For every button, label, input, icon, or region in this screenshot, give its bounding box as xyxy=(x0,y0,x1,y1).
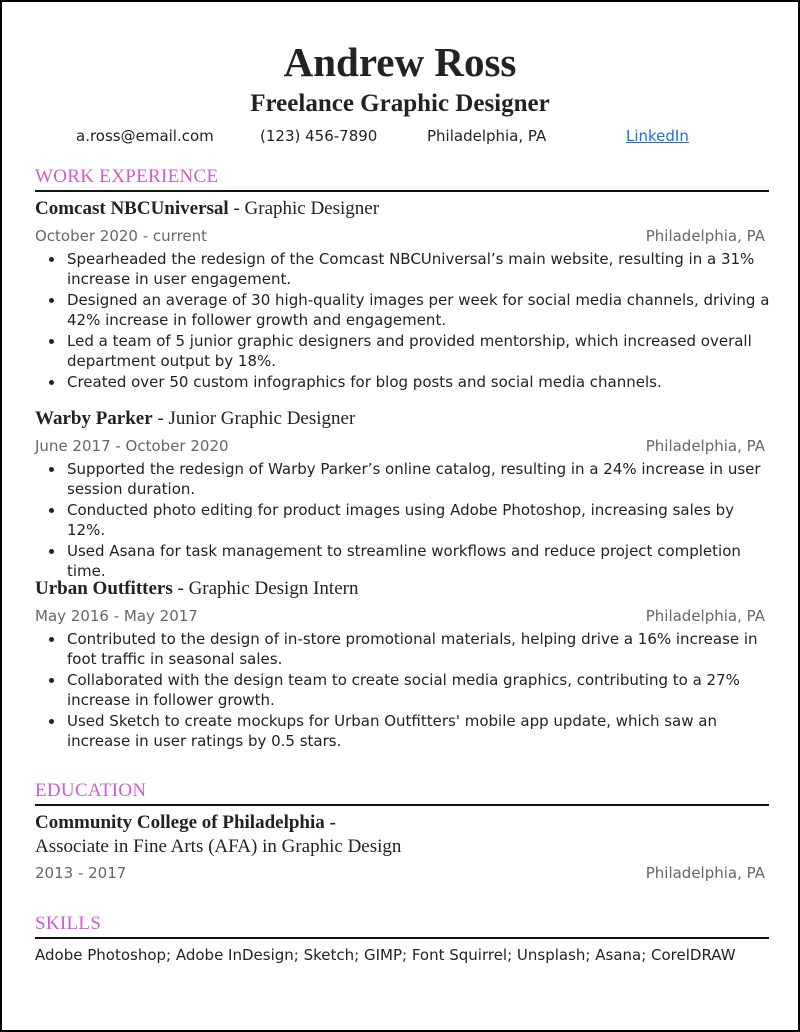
bullet-item: Supported the redesign of Warby Parker’s online catalog, resulting in a 24% increase in user session duration. xyxy=(35,459,775,499)
title-separator: - xyxy=(233,198,240,219)
education-location: Philadelphia, PA xyxy=(645,864,765,882)
job-bullets xyxy=(35,629,775,752)
education-heading: EDUCATION xyxy=(35,780,147,801)
contact-phone: (123) 456-7890 xyxy=(260,127,378,145)
bullet-item: Spearheaded the redesign of the Comcast NBCUniversal’s main website, resulting in a 31% increase in user engagement. xyxy=(35,249,775,289)
bullet-item: Created over 50 custom infographics for blog posts and social media channels. xyxy=(35,372,775,392)
job-role: Graphic Designer xyxy=(244,198,380,219)
bullet-item: Conducted photo editing for product images using Adobe Photoshop, increasing sales by 12%. xyxy=(35,500,775,540)
contact-email: a.ross@email.com xyxy=(76,127,214,145)
company-name: Comcast NBCUniversal xyxy=(35,198,229,219)
candidate-name: Andrew Ross xyxy=(283,39,517,85)
skills-list: Adobe Photoshop; Adobe InDesign; Sketch; GIMP; Font Squirrel; Unsplash; Asana; CorelDRAW xyxy=(35,946,736,964)
job-title-line xyxy=(35,198,379,220)
linkedin-link[interactable]: LinkedIn xyxy=(626,127,689,145)
work-experience-heading: WORK EXPERIENCE xyxy=(35,166,219,187)
job-title-line xyxy=(35,408,355,430)
title-separator: - xyxy=(177,578,184,599)
job-dates: June 2017 - October 2020 xyxy=(35,437,229,455)
job-location: Philadelphia, PA xyxy=(645,437,765,455)
job-dates: May 2016 - May 2017 xyxy=(35,607,198,625)
job-location: Philadelphia, PA xyxy=(645,607,765,625)
contact-location: Philadelphia, PA xyxy=(427,127,547,145)
bullet-item: Led a team of 5 junior graphic designers and provided mentorship, which increased overall department output by 18%. xyxy=(35,331,775,371)
job-location: Philadelphia, PA xyxy=(645,227,765,245)
degree-name: Associate in Fine Arts (AFA) in Graphic Design xyxy=(35,836,402,857)
bullet-item: Used Asana for task management to streamline workflows and reduce project completion time. xyxy=(35,541,775,581)
school-name: Community College of Philadelphia - xyxy=(35,812,336,833)
bullet-item: Designed an average of 30 high-quality images per week for social media channels, driving a 42% increase in follower growth and engagement. xyxy=(35,290,775,330)
job-bullets xyxy=(35,249,775,393)
title-separator: - xyxy=(157,408,164,429)
section-divider xyxy=(35,937,769,939)
section-divider xyxy=(35,190,769,192)
company-name: Warby Parker xyxy=(35,408,153,429)
company-name: Urban Outfitters xyxy=(35,578,173,599)
bullet-item: Used Sketch to create mockups for Urban Outfitters' mobile app update, which saw an increase in user ratings by 0.5 stars. xyxy=(35,711,775,751)
skills-heading: SKILLS xyxy=(35,913,102,934)
bullet-item: Collaborated with the design team to create social media graphics, contributing to a 27% increase in follower growth. xyxy=(35,670,775,710)
job-dates: October 2020 - current xyxy=(35,227,208,245)
candidate-title: Freelance Graphic Designer xyxy=(250,90,550,117)
bullet-item: Contributed to the design of in-store promotional materials, helping drive a 16% increase in foot traffic in seasonal sales. xyxy=(35,629,775,669)
job-bullets xyxy=(35,459,775,582)
job-role: Graphic Design Intern xyxy=(188,578,359,599)
job-role: Junior Graphic Designer xyxy=(168,408,356,429)
job-title-line xyxy=(35,578,358,600)
education-dates: 2013 - 2017 xyxy=(35,864,127,882)
section-divider xyxy=(35,804,769,806)
